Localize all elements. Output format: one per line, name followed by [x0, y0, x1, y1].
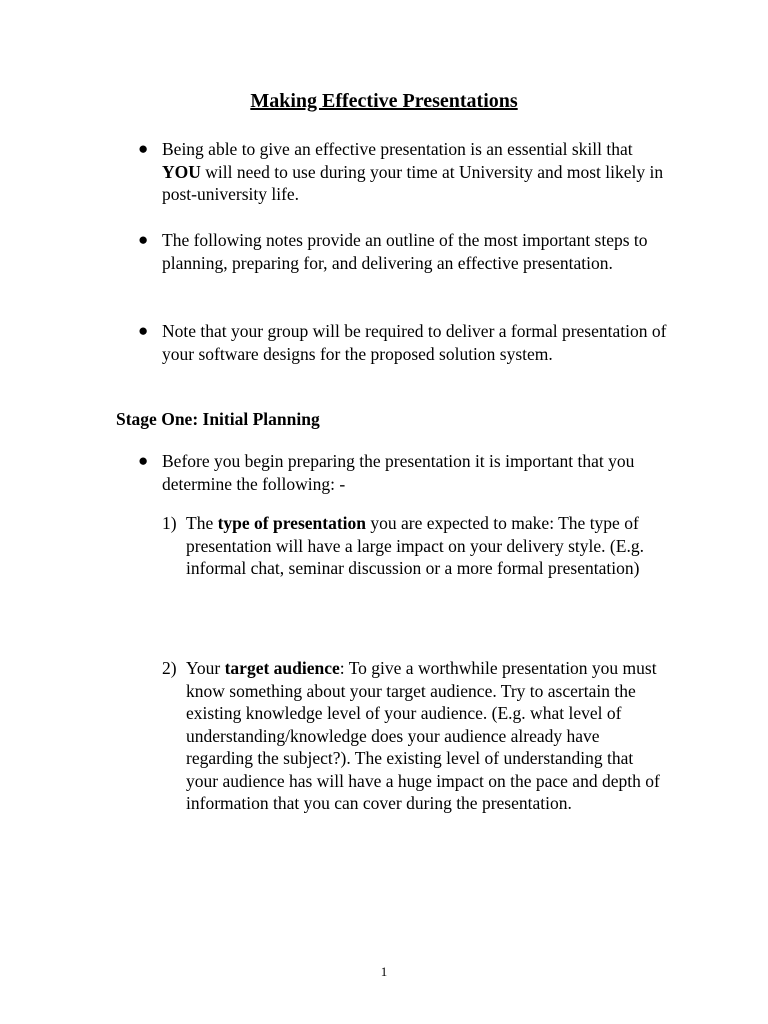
bullet-icon: ●: [138, 451, 149, 470]
list-item: [134, 450, 674, 495]
bullet-text-emphasis: YOU: [162, 161, 201, 182]
bullet-text: Note that your group will be required to deliver a formal presentation of your software designs for the proposed solution system.: [162, 321, 667, 364]
bullet-icon: ●: [138, 139, 149, 158]
bullet-icon: ●: [138, 321, 149, 340]
bullet-text: Before you begin preparing the presentation it is important that you determine the following: -: [162, 451, 635, 494]
page-title: Making Effective Presentations: [250, 90, 518, 112]
item-text-pre: Your: [186, 658, 225, 678]
bullet-text-post: will need to use during your time at University and most likely in post-university life.: [162, 161, 664, 204]
item-text-emphasis: type of presentation: [217, 513, 367, 533]
item-text-emphasis: target audience: [224, 658, 340, 678]
item-number: 1): [162, 513, 177, 533]
intro-bullet-1: [134, 138, 674, 206]
list-item: [134, 138, 674, 206]
numbered-item-type-of-presentation: [162, 512, 662, 580]
stage-one-bullet: [134, 450, 674, 495]
item-text-post: : To give a worthwhile presentation you must know something about your target audience. Try to ascertain the existing knowledge level of your audience. (E.g. what level of understanding/knowledge does your audience already have regarding the subject?). The existing level of understanding that your audience has will have a huge impact on the pace and depth of information that you can cover during the presentation.: [186, 658, 660, 813]
intro-bullet-2: [134, 229, 674, 274]
item-body: [186, 657, 662, 815]
item-body: [186, 512, 662, 580]
item-text-post: you are expected to make: The type of presentation will have a large impact on your delivery style. (E.g. informal chat, seminar discussion or a more formal presentation): [186, 513, 644, 578]
list-item: [134, 320, 674, 365]
page-number: 1: [380, 964, 388, 979]
bullet-text-pre: Being able to give an effective presentation is an essential skill that: [162, 139, 633, 159]
item-number: 2): [162, 658, 177, 678]
bullet-icon: ●: [138, 230, 149, 249]
bullet-text: The following notes provide an outline of the most important steps to planning, preparing for, and delivering an effective presentation.: [162, 230, 648, 273]
section-heading-stage-one: Stage One: Initial Planning: [116, 409, 320, 429]
numbered-item-target-audience: [162, 657, 662, 815]
intro-bullet-3: [134, 320, 674, 365]
item-text-pre: The: [186, 513, 218, 533]
list-item: [134, 229, 674, 274]
